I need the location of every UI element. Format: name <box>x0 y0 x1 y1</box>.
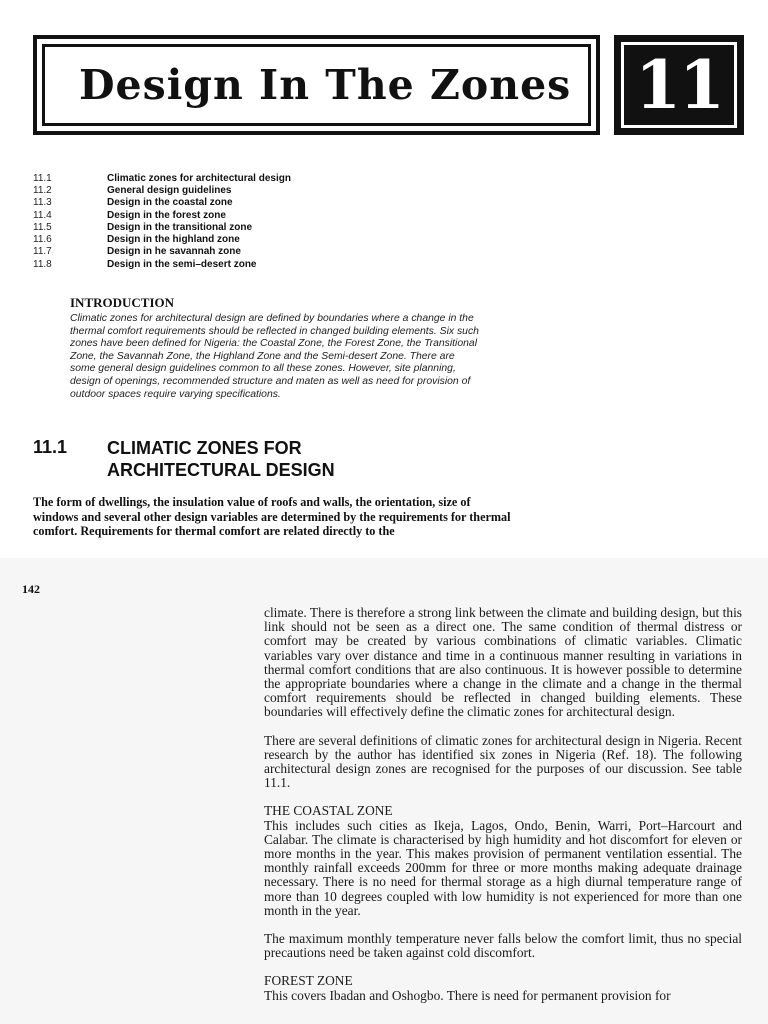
section-title-line: CLIMATIC ZONES FOR <box>107 438 302 458</box>
toc-item-number: 11.3 <box>33 197 52 209</box>
introduction-body: Climatic zones for architectural design are defined by boundaries where a change in the thermal comfort requirements should be reflected in changed building elements. Six such zones have been defined for Nigeria: the Coastal Zone, the Forest Zone, the Transitional Zone, the Savannah Zone, the Highland Zone and the Semi-desert Zone. There are some general design guidelines common to all these zones. However, site planning, design of openings, recommended structure and maten as well as need for provision of outdoor spaces require varying specifications. <box>70 313 479 400</box>
introduction <box>70 295 480 401</box>
paragraph: There are several definitions of climatic zones for architectural design in Nigeria. Recent research by the author has identified six zones in Nigeria (Ref. 18). The following architectural design zones are recognised for the purposes of our discussion. See table 11.1. <box>264 732 742 791</box>
toc-item-title: Climatic zones for architectural design <box>107 172 291 184</box>
chapter-number: 11 <box>635 46 723 124</box>
toc-item <box>33 233 473 245</box>
introduction-heading: INTRODUCTION <box>70 295 175 310</box>
section-number: 11.1 <box>33 437 68 457</box>
toc-item-number: 11.4 <box>33 209 52 221</box>
subheading-forest-zone: FOREST ZONE <box>264 973 353 989</box>
subheading-coastal-zone: THE COASTAL ZONE <box>264 803 393 819</box>
toc-item-number: 11.2 <box>33 184 52 196</box>
toc-item-number: 11.7 <box>33 246 52 258</box>
toc-item-number: 11.1 <box>33 172 52 184</box>
toc-item-title: Design in the semi–desert zone <box>107 258 257 270</box>
toc-item-number: 11.5 <box>33 221 52 233</box>
section-title-line: ARCHITECTURAL DESIGN <box>107 460 335 480</box>
toc-item-title: Design in the forest zone <box>107 209 226 221</box>
section-title <box>107 437 335 481</box>
toc-item-title: Design in the highland zone <box>107 234 240 246</box>
toc-item-title: Design in he savannah zone <box>107 246 241 258</box>
paragraph: The maximum monthly temperature never falls below the comfort limit, thus no special precautions need be taken against cold discomfort. <box>264 931 742 961</box>
toc-item <box>33 221 473 233</box>
toc-item <box>33 184 473 196</box>
toc-item <box>33 197 473 209</box>
paragraph: climate. There is therefore a strong link between the climate and building design, but this link should not be seen as a direct one. The same condition of thermal distress or comfort may be created by various combinations of climatic variables. Climatic variables vary over distance and time in a continuous manner resulting in variations in thermal comfort conditions that are also continuous. It is however possible to determine the appropriate boundaries where a change in the climate and a change in the thermal comfort requirements should be reflected in changed building elements. These boundaries will effectively define the climatic zones for architectural design. <box>264 605 742 720</box>
table-of-contents <box>33 172 473 270</box>
toc-item-title: Design in the transitional zone <box>107 221 253 233</box>
chapter-title: Design In The Zones <box>79 61 572 109</box>
chapter-number-badge <box>614 35 744 135</box>
section-heading <box>33 437 335 481</box>
toc-item-title: Design in the coastal zone <box>107 197 233 209</box>
toc-item-number: 11.8 <box>33 258 52 270</box>
toc-item <box>33 258 473 270</box>
toc-item-title: General design guidelines <box>107 184 232 196</box>
section-lead-paragraph: The form of dwellings, the insulation value of roofs and walls, the orientation, size of windows and several other design variables are determined by the requirements for thermal comfort. Requirements for thermal comfort are related directly to the <box>33 495 511 539</box>
toc-item <box>33 209 473 221</box>
page-number: 142 <box>22 582 40 596</box>
toc-item <box>33 246 473 258</box>
paragraph: This includes such cities as Ikeja, Lagos, Ondo, Benin, Warri, Port–Harcourt and Calabar. The climate is characterised by high humidity and hot discomfort for eleven or more months in the year. This makes provision of permanent ventilation essential. The monthly rainfall exceeds 200mm for three or more months making adequate drainage necessary. There is no need for thermal storage as a high diurnal temperature range of more than 10 degrees coupled with low humidity is not experienced for more than one month in the year. <box>264 817 742 918</box>
toc-item-number: 11.6 <box>33 234 52 246</box>
body-column <box>264 606 742 1017</box>
chapter-title-banner <box>33 35 600 135</box>
page-bottom <box>0 558 768 1024</box>
toc-item <box>33 172 473 184</box>
paragraph: This covers Ibadan and Oshogbo. There is need for permanent provision for <box>264 987 671 1003</box>
